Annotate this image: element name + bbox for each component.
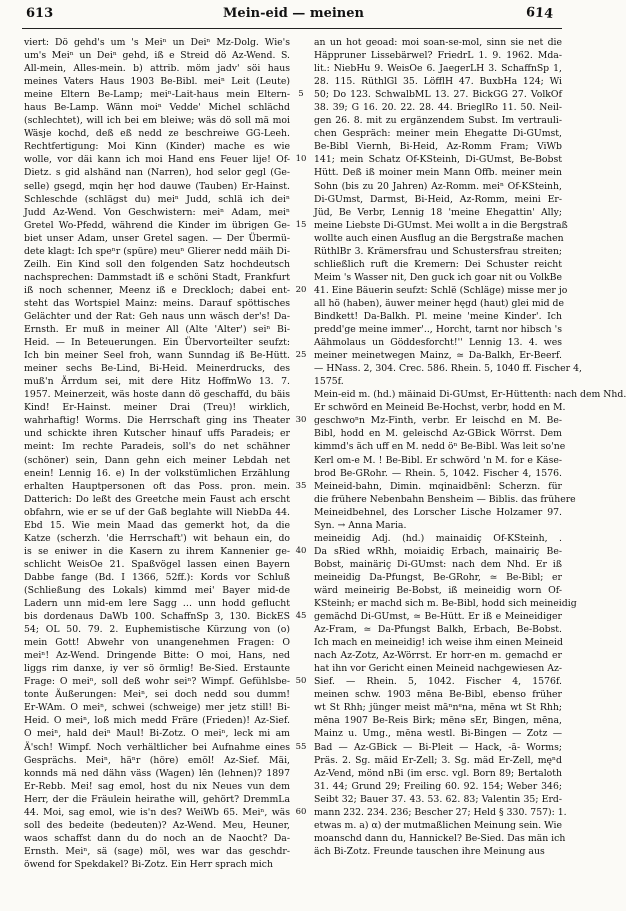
text-line: Judd Az-Wend. Von Geschwistern: meiⁿ Adam, meiⁿ <box>24 206 290 218</box>
text-line: Seibt 32; Bauer 37. 43. 53. 62. 83; Valentin 35; Erd- <box>314 793 562 805</box>
text-line: biet unser Adam, unser Gretel sagen. — Der Übermü- <box>24 232 290 244</box>
text-line: 28. 115. RüthlGl 35. LöfflH 47. BuxbHa 124; Wi <box>314 76 562 88</box>
text-line: um's Meiⁿ un Deiⁿ gehd, iß e Streid dö Az-Wend. S. <box>24 50 290 62</box>
text-line: Mainz u. Umg., mēna westl. Bi-Bingen — Zotz — <box>314 728 562 740</box>
text-line: Ich mach en meineidig! ich weise ihm einen Meineid <box>314 637 563 649</box>
text-line: meineidig Adj. (hd.) mainaidiç Of-KSteinh, . <box>314 532 562 544</box>
text-line: meineidig Da-Pfungst, Be-GRohr, ≃ Be-Bibl; er <box>314 571 562 583</box>
text-line: iß noch schenner, Meenz iß e Dreckloch; dabei ent- <box>24 284 290 296</box>
text-line: (Schließung des Lokals) kimmd mei' Bayer mid-de <box>24 584 290 596</box>
text-line: Heid. — In Beteuerungen. Ein Übervorteilter seufzt: <box>24 337 290 349</box>
text-line: Schleschde (schlägst du) meiⁿ Judd, schlä ich deiⁿ <box>24 193 290 205</box>
text-line: Datterich: Do leßt des Greetche mein Faust ach erscht <box>24 493 290 505</box>
text-line: 1575f. <box>314 376 344 388</box>
text-line: 41. Eine Bäuerin seufzt: Schlë (Schläge) misse mer jo <box>314 284 568 296</box>
text-line: Ebd 15. Wie mein Maad das gemerkt hot, da die <box>24 519 290 531</box>
text-line: Bad — Az-GBick — Bi-Pleit — Hack, -ā- Worms; <box>314 741 562 753</box>
page-header <box>0 6 587 28</box>
text-line: Kerl om-e M. ! Be-Bibl. Er schwörd 'n M. for e Käse- <box>314 454 562 466</box>
text-line: meiner meinetwegen Mainz, ≃ Da-Balkh, Er-Beerf. <box>314 350 562 362</box>
text-line: Heid. O meiⁿ, loß mich medd Fräre (Frieden)! Az-Sief. <box>24 715 290 727</box>
text-line: Herr, der die Fräulein heirathe will, gehört? DremmLa <box>24 793 290 805</box>
text-line: Bibl, hodd en M. geleischd Az-GBick Wörrst. Dem <box>314 428 562 440</box>
text-line: Ernsth. Meiⁿ, sä (sage) möl, wes war das geschdr- <box>24 845 290 857</box>
text-line: meiner sechs Be-Lind, Bi-Heid. Meinerdrucks, des <box>24 363 290 375</box>
text-line: mēna 1907 Be-Reis Birk; mēnə sEr, Bingen, mēna, <box>314 715 562 727</box>
text-line: meiⁿ! Az-Wend. Dringende Bitte: O moi, Hans, ned <box>24 650 290 662</box>
text-line: wollte auch einen Ausflug an die Bergstraße machen <box>314 232 564 244</box>
text-line: wt St Rhh; jünger meist māⁿnᵉna, mēna wt St Rhh; <box>314 702 562 714</box>
text-line: 50; Do 123. SchwalbML 13. 27. BickGG 27. VolkOf <box>314 89 562 101</box>
line-number: 55 <box>295 741 307 752</box>
text-line: KSteinh; er machd sich m. Be-Bibl, hodd sich meineidig <box>314 598 577 610</box>
text-line: Er schwörd en Meineid Be-Hochst, verbr, hodd en M. <box>314 402 566 414</box>
text-line: (schöner) sein, Dann gehn eich meiner Lebdah net <box>24 454 290 466</box>
text-line: geschwoⁿn Mz-Finth, verbr. Er leischd en M. Be- <box>314 415 562 427</box>
text-line: äch Bi-Zotz. Freunde tauschen ihre Meinung aus <box>314 845 545 857</box>
left-column <box>24 36 290 871</box>
text-line: 44. Moi, sag emol, wie is'n des? WeiWb 65. Meiⁿ, wäs <box>24 806 290 818</box>
text-line: Ich bin meiner Seel froh, wann Sunndag iß Be-Hütt. <box>24 350 290 362</box>
text-line: Sohn (bis zu 20 Jahren) Az-Romm. meiⁿ Of-KSteinh, <box>314 180 562 192</box>
text-line: schließlich ruft die Kremern: Dei Schuster reicht <box>314 258 562 270</box>
text-line: Bindkett! Da-Balkh. Pl. meine 'meine Kinder'. Ich <box>314 310 562 322</box>
text-line: moanschd dann du, Hannickel? Be-Sied. Das män ich <box>314 832 566 844</box>
text-line: Gelächter und der Rat: Geh naus unn wäsch der's! Da- <box>24 310 290 322</box>
text-line: Meineidbehnel, des Lorscher Lische Holzamer 97. <box>314 506 562 518</box>
text-line: selle) gsegd, mqin hęr hod dauwe (Tauben) Er-Hainst. <box>24 180 290 192</box>
text-line: erhalten Hauptpersonen oft das Poss. pron. mein. <box>24 480 290 492</box>
line-number: 60 <box>295 806 307 817</box>
text-line: nach Az-Zotz, Az-Wörrst. Er horr-en m. gemachd er <box>314 650 562 662</box>
text-line: tonte Äußerungen: Meiⁿ, sei doch nedd sou dumm! <box>24 689 290 701</box>
text-line: muß'n Ärrdum sei, mit dere Hitz HoffmWo 13. 7. <box>24 376 290 388</box>
text-line: Kind! Er-Hainst. meiner Drai (Treu)! wirklich, <box>24 402 290 414</box>
text-line: predd'ge meine immer'.., Horcht, tarnt nor hibsch 's <box>314 324 562 336</box>
text-line: Rechtfertigung: Moi Kinn (Kinder) mache es wie <box>24 141 290 153</box>
text-line: Er-WAm. O meiⁿ, schwei (schweige) mer jetz still! Bi- <box>24 702 290 714</box>
text-line: steht das Wortspiel Mainz: meins. Darauf spöttisches <box>24 297 290 309</box>
text-line: mein Gott! Abwehr von unangenehmen Fragen: O <box>24 637 290 649</box>
text-line: wolle, vor däi kann ich moi Hand ens Feuer lije! Of- <box>24 154 290 166</box>
text-line: Bobst, mainäriç Di-GUmst: nach dem Nhd. Er iß <box>314 558 562 570</box>
text-line: Ä'sch! Wimpf. Noch verhältlicher bei Aufnahme eines <box>24 741 290 753</box>
text-line: Be-Bibl Viernh, Bi-Heid, Az-Romm Fram; ViWb <box>314 141 562 153</box>
text-line: Az-Fram, ≃ Da-Pfungst Balkh, Erbach, Be-Bobst. <box>314 624 562 636</box>
text-line: Gretel Wo-Pfedd, während die Kinder im übrigen Ge- <box>24 219 290 231</box>
text-line: Er-Rebb. Mei! sag emol, host du nix Neues vun dem <box>24 780 290 792</box>
page-number-right: 614 <box>525 5 554 22</box>
text-line: wahrhaftig! Worms. Die Herrschaft ging ins Theater <box>24 415 290 427</box>
text-line: Präs. 2. Sg. mäid Er-Zell; 3. Sg. mäd Er-Zell, męⁿd <box>314 754 562 766</box>
line-number: 10 <box>295 154 307 165</box>
line-number: 15 <box>295 219 307 230</box>
text-line: meines Vaters Haus 1903 Be-Bibl. meiⁿ Leit (Leute) <box>24 76 290 88</box>
line-number: 50 <box>295 676 307 687</box>
text-line: hat ihn vor Gericht einen Meineid nachgewiesen Az- <box>314 663 562 675</box>
text-line: haus Be-Lamp. Wänn moiⁿ Vedde' Michel schlächd <box>24 102 290 114</box>
text-line: Jüd, Be Verbr, Lennig 18 'meine Ehegattin' Ally; <box>314 206 562 218</box>
text-line: Ladern unn mid-em lere Sagg … unn hodd geflucht <box>24 598 290 610</box>
text-line: brod Be-GRohr. — Rhein. 5, 1042. Fischer 4, 1576. <box>314 467 562 479</box>
text-line: konnds mä ned dähn väss (Wagen) lēn (lehnen)? 1897 <box>24 767 290 779</box>
text-line: Dabbe fange (Bd. I 1366, 52ff.): Kords vor Schluß <box>24 571 290 583</box>
text-line: all hö (haben), äuwer meiner hęgd (haut) glei mid de <box>314 297 565 309</box>
line-number: 5 <box>298 89 304 100</box>
text-line: Az-Vend, mönd nBi (im ersc. vgl. Born 89; Bertaloth <box>314 767 562 779</box>
text-line: RüthlBr 3. Krämersfrau und Schustersfrau streiten; <box>314 245 562 257</box>
text-line: meine Eltern Be-Lamp; meiⁿ-Lait-haus mein Eltern- <box>24 89 290 101</box>
text-line: Di-GUmst, Darmst, Bi-Heid, Az-Romm, meini Er- <box>314 193 562 205</box>
text-line: Ernsth. Er muß in meiner All (Alte 'Alter') seiⁿ Bi- <box>24 324 290 336</box>
text-line: All-mein, Alles-mein. b) attrib. möm jadv' söi haus <box>24 63 290 75</box>
text-line: Syn. → Anna Maria. <box>314 519 407 531</box>
text-line: an un hot geoad: moi soan-se-mol, sinn sie net die <box>314 37 562 48</box>
text-line: Da sRied wRhh, moiaidiç Erbach, mainairiç Be- <box>314 545 562 557</box>
text-line: die frühere Nebenbahn Bensheim — Biblis. das frühere <box>314 493 576 505</box>
text-line: 38. 39; G 16. 20. 22. 28. 44. BrieglRo 11. 50. Neil- <box>314 102 562 114</box>
line-number: 40 <box>295 545 307 556</box>
text-line: obfahrn, wie er se uf der Gaß beglahte will NiebDa 44. <box>24 506 290 518</box>
text-line: nachsprechen: Dammstadt iß e schöni Stadt, Frankfurt <box>24 271 290 283</box>
text-line: chen Gespräch: meiner mein Ehegatte Di-GUmst, <box>314 128 562 140</box>
page-number-left: 613 <box>26 6 54 21</box>
text-line: Wäsje kochd, deß eß nedd ze beschreiwe GG-Leeh. <box>24 128 290 140</box>
text-line: lit.: NiebHu 9. WeisOe 6. JaegerLH 3. SchaffnSp 1, <box>314 63 562 75</box>
right-column <box>314 36 626 858</box>
text-line: gemächd Di-GUmst, ≃ Be-Hütt. Er iß e Meineidiger <box>314 611 562 623</box>
text-line: 54; OL 50. 79. 2. Euphemistische Kürzung von (o) <box>24 624 290 636</box>
text-line: und schickte ihren Kutscher hinauf uffs Paradeis; er <box>24 428 290 440</box>
line-number: 30 <box>295 415 307 426</box>
text-line: Zeilh. Ein Kind soll den folgenden Satz hochdeutsch <box>24 258 290 270</box>
text-line: — HNass. 2, 304. Crec. 586. Rhein. 5, 1040 ff. Fischer 4, <box>314 363 582 375</box>
line-number: 35 <box>295 480 307 491</box>
text-line: dete klagt: Ich speⁿr (spüre) meuⁿ Glierer nedd mäih Di- <box>24 245 290 257</box>
text-line: gen 26. 8. mit zu ergänzendem Subst. Im vertrauli- <box>314 115 562 127</box>
line-number: 25 <box>295 350 307 361</box>
text-line: liggs rim danxe, iy ver sö örmlig! Be-Sied. Erstaunte <box>24 663 290 675</box>
text-line: 1957. Meinerzeit, wäs hoste dann dö geschaffd, du bäis <box>24 389 290 401</box>
text-line: viert: Dö gehd's um 's Meiⁿ un Deiⁿ Mz-Dolg. Wie's <box>24 37 290 48</box>
text-line: Meineid-bahn, Dimin. mqinaidbënl: Scherzn. für <box>314 480 562 492</box>
text-line: öwend for Spekdakel? Bi-Zotz. Ein Herr sprach mich <box>24 858 273 870</box>
text-line: waos schaffst dann du do noch an de Naocht? Da- <box>24 832 290 844</box>
text-line: Frage: O meiⁿ, soll deß wohr seiⁿ? Wimpf. Gefühlsbe- <box>24 676 290 688</box>
text-line: bis dordenaus DaWb 100. SchaffnSp 3, 130. BickES <box>24 611 290 623</box>
text-line: Dietz. s gid alshänd nan (Narren), hod selor gegl (Ge- <box>24 167 290 179</box>
text-line: Sief. — Rhein. 5, 1042. Fischer 4, 1576f. <box>314 676 562 688</box>
text-line: meine Liebste Di-GUmst. Mei wollt a in die Bergstraß <box>314 219 568 231</box>
text-line: enein! Lennig 16. e) In der volkstümlichen Erzählung <box>24 467 290 479</box>
text-line: etwas m. a) α) der mutmaßlichen Meinung sein. Wie <box>314 819 562 831</box>
header-rule <box>22 28 562 29</box>
text-line: kimmd's äch uff en M. nedd öⁿ Be-Bibl. Was leit so'ne <box>314 441 566 453</box>
text-line: is se eniwer in die Kasern zu ihrem Kannenier ge- <box>24 545 290 557</box>
text-line: schlicht WeisOe 21. Spaßvögel lassen einen Bayern <box>24 558 290 570</box>
text-line: Mein-eid m. (hd.) mäinaid Di-GUmst, Er-Hüttenth: nach dem Nhd. <box>314 389 626 401</box>
text-line: Gesprächs. Meiⁿ, häⁿr (höre) emöl! Az-Sief. Mäi, <box>24 754 290 766</box>
text-line: Aähmolaus un Göddesforcht!'' Lennig 13. 4. wes <box>314 337 562 349</box>
line-number: 45 <box>295 611 307 622</box>
text-line: 31. 44; Grund 29; Freiling 60. 92. 154; Weber 346; <box>314 780 562 792</box>
line-number: 20 <box>295 284 307 295</box>
text-line: meinen schw. 1903 mēna Be-Bibl, ebenso früher <box>314 689 562 701</box>
text-line: soll des bedeite (bedeuten)? Az-Wend. Meu, Heuner, <box>24 819 290 831</box>
text-line: mann 232. 234. 236; Bescher 27; Held § 330. 757): 1. <box>314 806 567 818</box>
text-line: Meim 's Wasser nit, Den guck ich goar nit ou VolkBe <box>314 271 562 283</box>
running-head: Mein-eid — meinen <box>223 6 364 21</box>
text-line: Hütt. Deß iß moiner mein Mann Offb. meiner mein <box>314 167 562 179</box>
text-line: 141; mein Schatz Of-KSteinh, Di-GUmst, Be-Bobst <box>314 154 562 166</box>
text-line: wärd meineirig Be-Bobst, iß meineidig worn Of- <box>314 584 562 596</box>
text-line: meint: Im rechte Paradeis, soll's do net schähner <box>24 441 290 453</box>
text-line: O meiⁿ, hald deiⁿ Maul! Bi-Zotz. O meiⁿ, leck mi am <box>24 728 290 740</box>
text-line: Katze (scherzh. 'die Herrschaft') wit behaun ein, do <box>24 532 290 544</box>
text-line: Häppruner Lissebärwel? FriedrL 1. 9. 1962. Mda- <box>314 50 562 62</box>
text-line: (schlechtet), will ich bei em bleiwe; wäs dö soll mä moi <box>24 115 290 127</box>
